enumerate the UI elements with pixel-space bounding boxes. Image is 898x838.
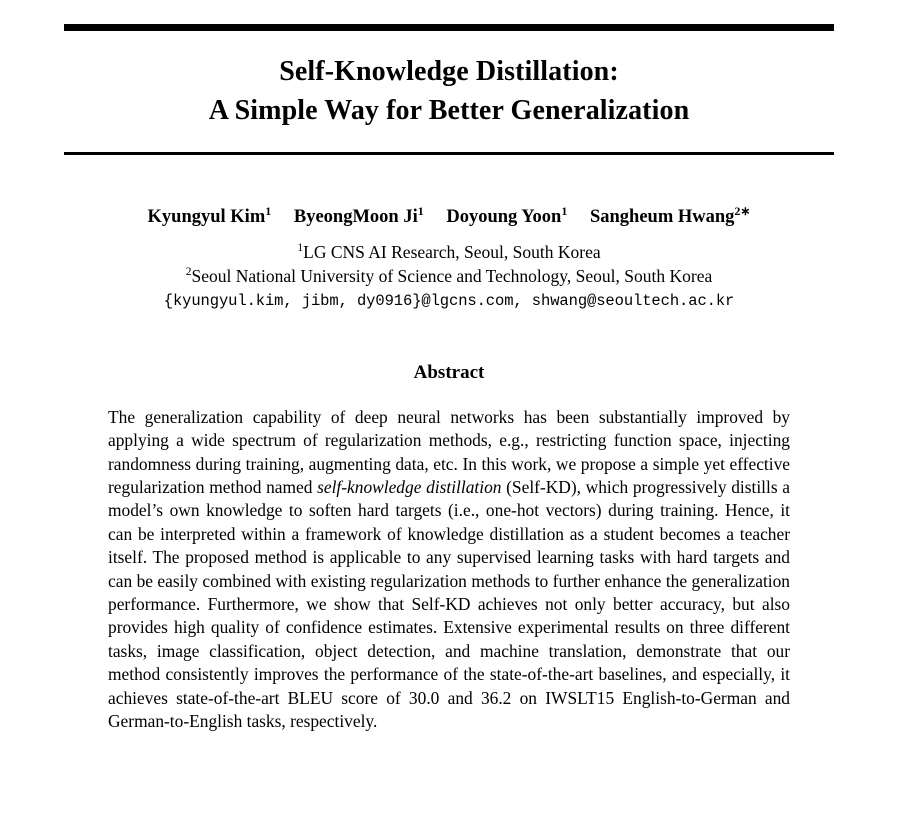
author-list bbox=[64, 204, 834, 228]
author-name: ByeongMoon Ji bbox=[293, 207, 418, 228]
author-name: Doyoung Yoon bbox=[446, 207, 562, 228]
affiliation-marker: 2 bbox=[185, 265, 192, 278]
title-underline-rule bbox=[64, 152, 834, 155]
abstract-body bbox=[64, 406, 834, 734]
author-affiliation-marker: 1 bbox=[265, 204, 272, 219]
affiliation-marker: 1 bbox=[297, 242, 304, 255]
title-line-2: A Simple Way for Better Generalization bbox=[208, 94, 690, 126]
author-affiliation-marker: 1 bbox=[561, 204, 568, 219]
author-entry bbox=[446, 204, 568, 228]
title-line-1: Self-Knowledge Distillation: bbox=[279, 56, 619, 87]
top-rule bbox=[64, 24, 834, 31]
abstract-heading: Abstract bbox=[413, 361, 485, 383]
abstract-emphasis: self-knowledge distillation bbox=[317, 477, 502, 497]
author-affiliation-marker: 1 bbox=[417, 204, 424, 219]
affiliations bbox=[64, 241, 834, 288]
author-entry bbox=[293, 204, 424, 228]
author-affiliation-marker: 2∗ bbox=[734, 204, 751, 219]
page-title bbox=[64, 53, 834, 130]
abstract-text-part-1: The generalization capability of deep neural networks has been substantially improved by applying a wide spectrum of regularization methods, e.g., restricting function space, injecting randomness during training, augmenting data, etc. In this work, we propose a simple yet effective regularization method named bbox=[108, 406, 790, 497]
author-entry bbox=[589, 204, 751, 228]
author-name: Sangheum Hwang bbox=[589, 207, 735, 228]
affiliation-text: LG CNS AI Research, Seoul, South Korea bbox=[303, 242, 601, 263]
abstract-text-part-2: (Self-KD), which progressively distills a model’s own knowledge to soften hard targets (i.e., one-hot vectors) during training. Hence, it can be interpreted within a framework of knowledge distillation as a student becomes a teacher itself. The proposed method is applicable to any supervised learning tasks with hard targets and can be easily combined with existing regularization methods to further enhance the generalization performance. Furthermore, we show that Self-KD achieves not only better accuracy, but also provides high quality of confidence estimates. Extensive experimental results on three different tasks, image classification, object detection, and machine translation, demonstrate that our method consistently improves the performance of the state-of-the-art baselines, and especially, it achieves state-of-the-art BLEU score of 30.0 and 36.2 on IWSLT15 English-to-German and German-to-English tasks, respectively. bbox=[108, 477, 790, 732]
affiliation-text: Seoul National University of Science and Technology, Seoul, South Korea bbox=[191, 265, 713, 286]
affiliation-line bbox=[64, 265, 834, 288]
author-emails: {kyungyul.kim, jibm, dy0916}@lgcns.com, shwang@seoultech.ac.kr bbox=[163, 291, 735, 310]
author-entry bbox=[147, 204, 272, 228]
paper-page bbox=[0, 24, 898, 838]
affiliation-line bbox=[64, 241, 834, 264]
author-name: Kyungyul Kim bbox=[147, 207, 266, 228]
